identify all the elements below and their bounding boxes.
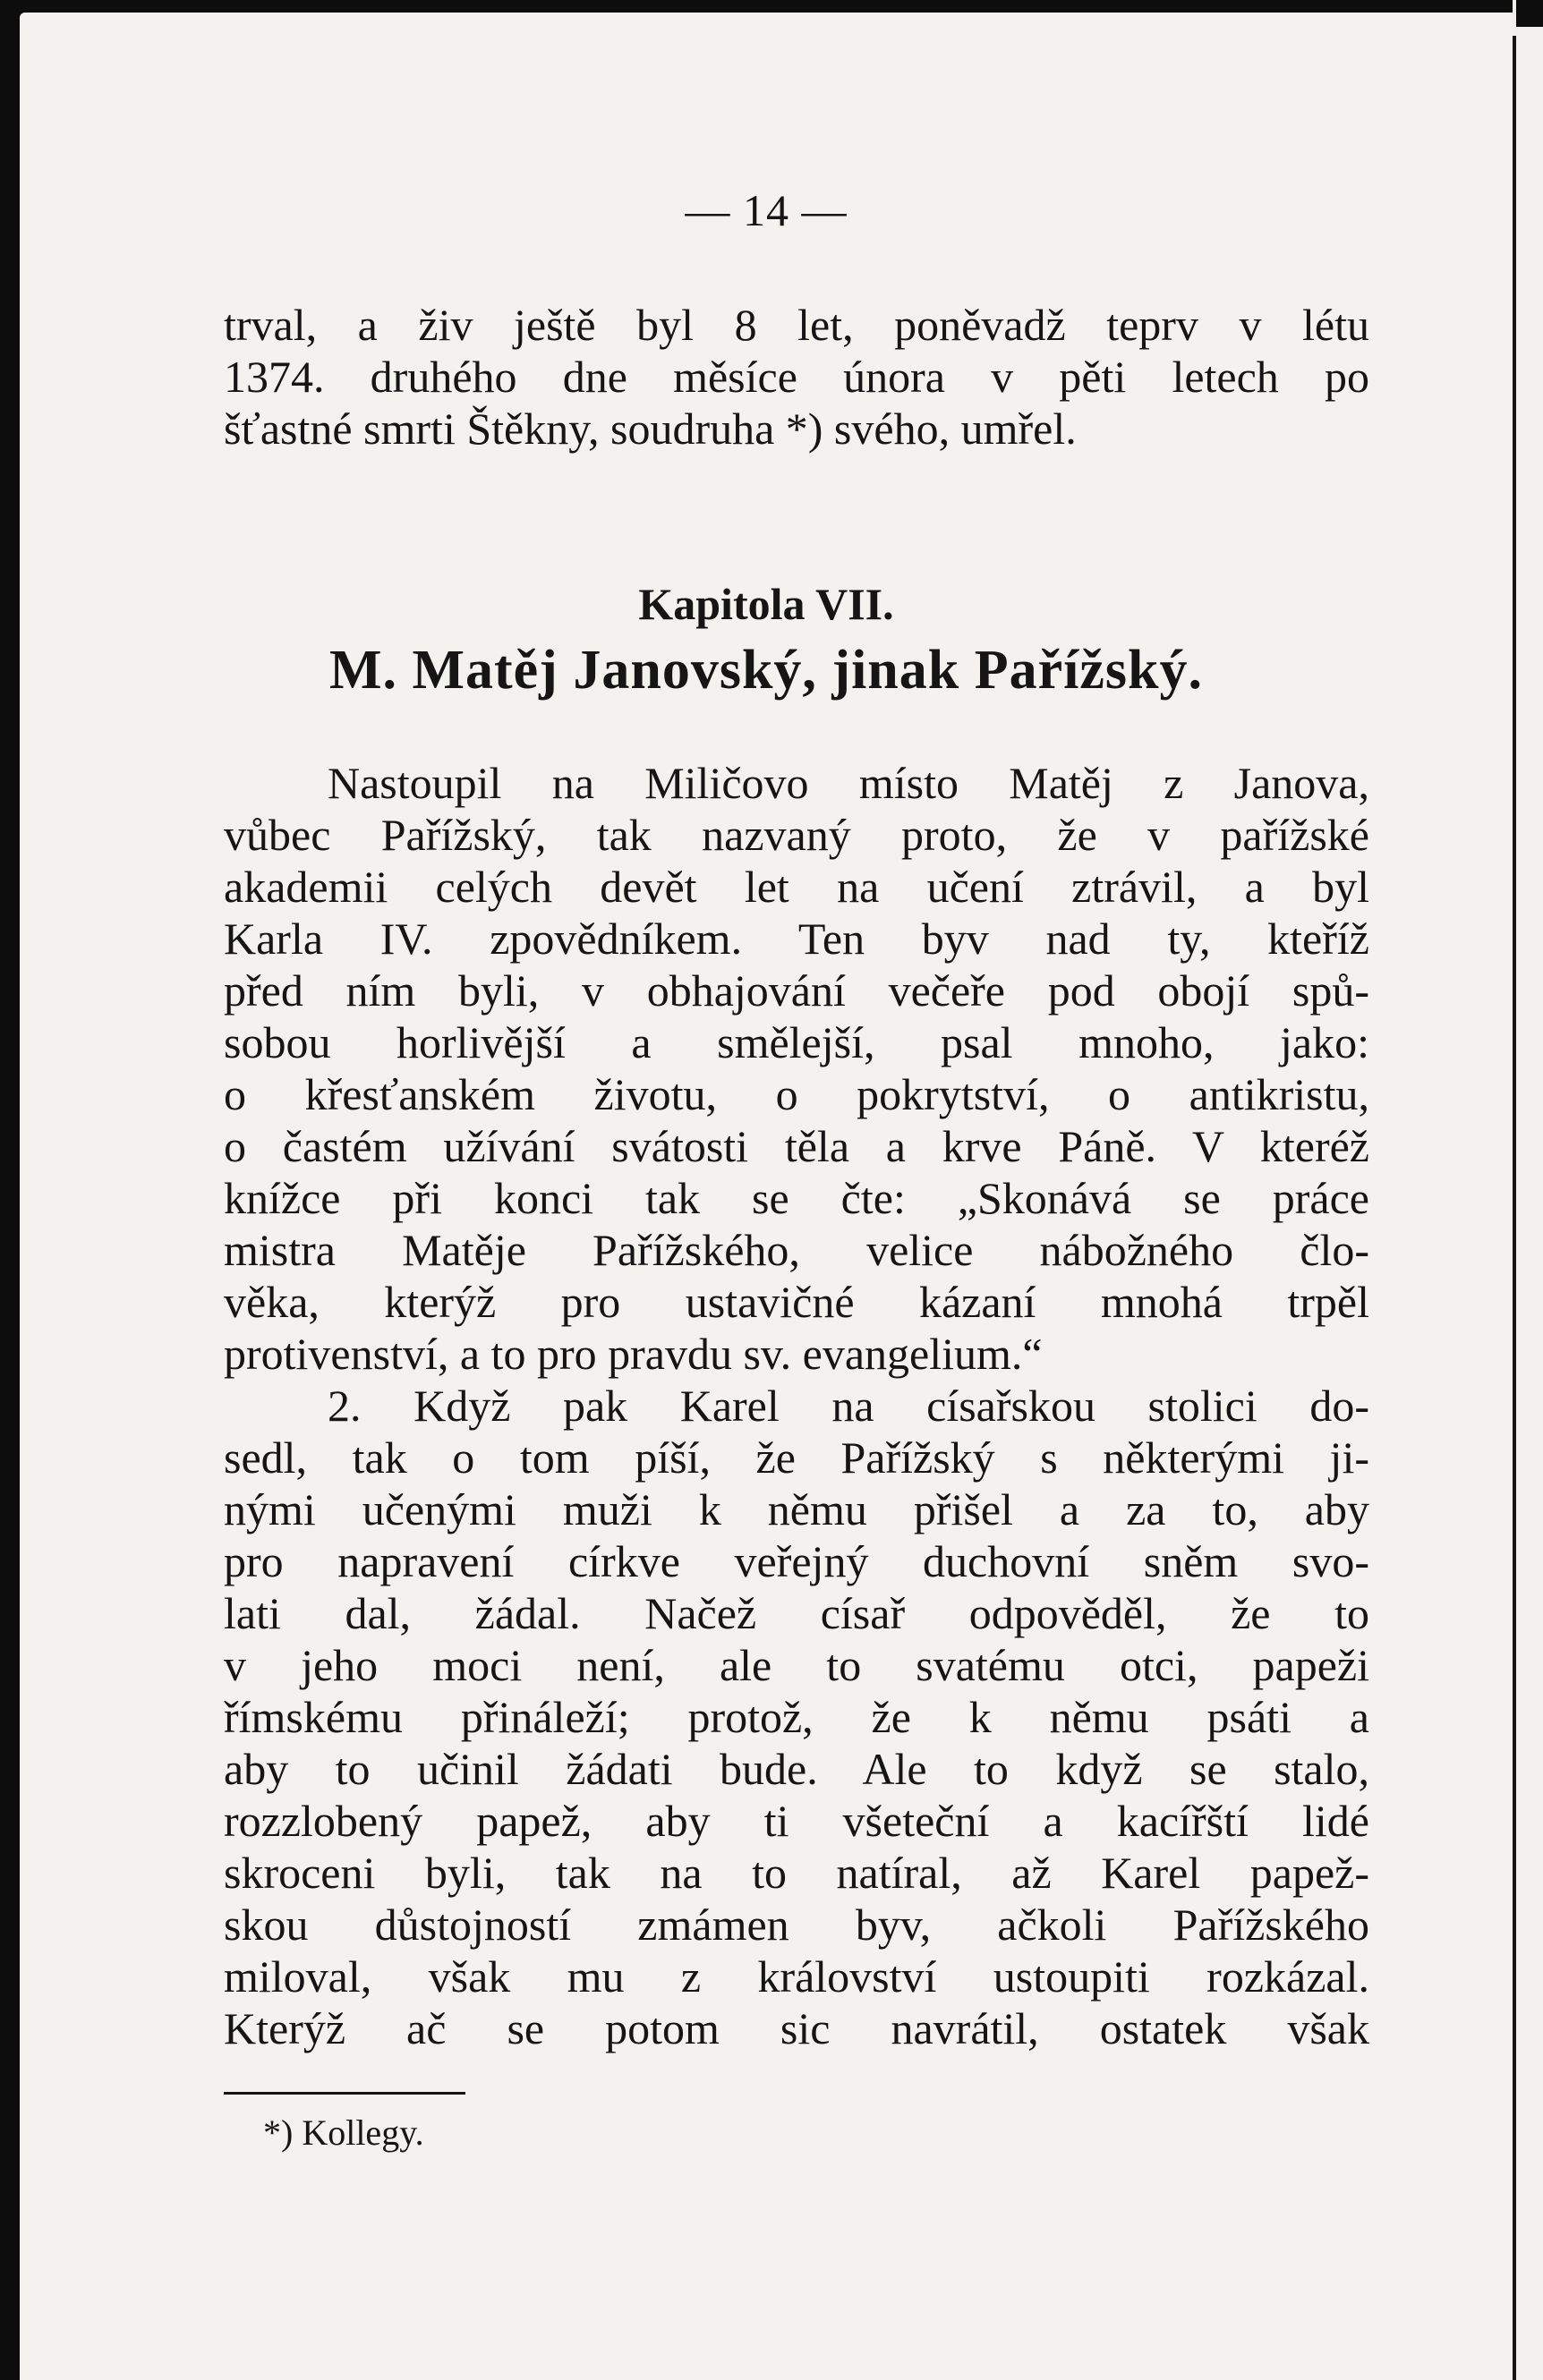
text-line: rozzlobený papež, aby ti všeteční a kacířští lidé [224, 1796, 1369, 1846]
text-line: sedl, tak o tom píší, že Pařížský s některými ji- [224, 1432, 1369, 1483]
text-line: miloval, však mu z království ustoupiti rozkázal. [224, 1951, 1369, 2002]
paragraph-first-line: 2. Když pak Karel na císařskou stolici do- [328, 1381, 1369, 1431]
text-line: Karla IV. zpovědníkem. Ten byv nad ty, kteříž [224, 914, 1369, 964]
text-line: skou důstojností zmámen byv, ačkoli Pařížského [224, 1900, 1369, 1950]
text-line: lati dal, žádal. Načež císař odpověděl, že to [224, 1588, 1369, 1638]
text-line: o křesťanském životu, o pokrytství, o antikristu, [224, 1069, 1369, 1119]
text-line: vůbec Pařížský, tak nazvaný proto, že v pařížské [224, 810, 1369, 860]
page-number: — 14 — [685, 185, 848, 235]
text-line: o častém užívání svátosti těla a krve Páně. V kteréž [224, 1121, 1369, 1171]
text-line: šťastné smrti Štěkny, soudruha *) svého, umřel. [224, 404, 1077, 454]
text-line: knížce při konci tak se čte: „Skonává se práce [224, 1173, 1369, 1223]
text-line: věka, kterýž pro ustavičné kázaní mnohá trpěl [224, 1277, 1369, 1327]
paragraph-first-line: Nastoupil na Miličovo místo Matěj z Janova, [328, 758, 1369, 808]
text-line: 1374. druhého dne měsíce února v pěti letech po [224, 352, 1369, 402]
text-line: aby to učinil žádati bude. Ale to když se stalo, [224, 1744, 1369, 1794]
text-line: protivenství, a to pro pravdu sv. evangelium.“ [224, 1329, 1043, 1379]
text-line: trval, a živ ještě byl 8 let, poněvadž teprv v létu [224, 300, 1369, 350]
text-line: v jeho moci není, ale to svatému otci, papeži [224, 1640, 1369, 1690]
text-line: Kterýž ač se potom sic navrátil, ostatek však [224, 2003, 1369, 2053]
footnote-rule [224, 2092, 465, 2095]
text-line: sobou horlivější a smělejší, psal mnoho, jako: [224, 1017, 1369, 1067]
text-line: skroceni byli, tak na to natíral, až Karel papež- [224, 1848, 1369, 1898]
footnote: *) Kollegy. [263, 2112, 424, 2153]
text-line: akademii celých devět let na učení ztrávil, a byl [224, 862, 1369, 912]
text-line: nými učenými muži k němu přišel a za to, aby [224, 1484, 1369, 1534]
text-line: před ním byli, v obhajování večeře pod obojí spů- [224, 965, 1369, 1016]
text-line: římskému přináleží; protož, že k němu psáti a [224, 1692, 1369, 1742]
text-line: pro napravení církve veřejný duchovní sněm svo- [224, 1536, 1369, 1586]
chapter-label: Kapitola VII. [638, 579, 894, 629]
text-line: mistra Matěje Pařížského, velice nábožného člo- [224, 1225, 1369, 1275]
book-page [20, 13, 1513, 2380]
chapter-title: M. Matěj Janovský, jinak Pařížský. [328, 640, 1204, 701]
right-page-edge [1513, 0, 1543, 2380]
